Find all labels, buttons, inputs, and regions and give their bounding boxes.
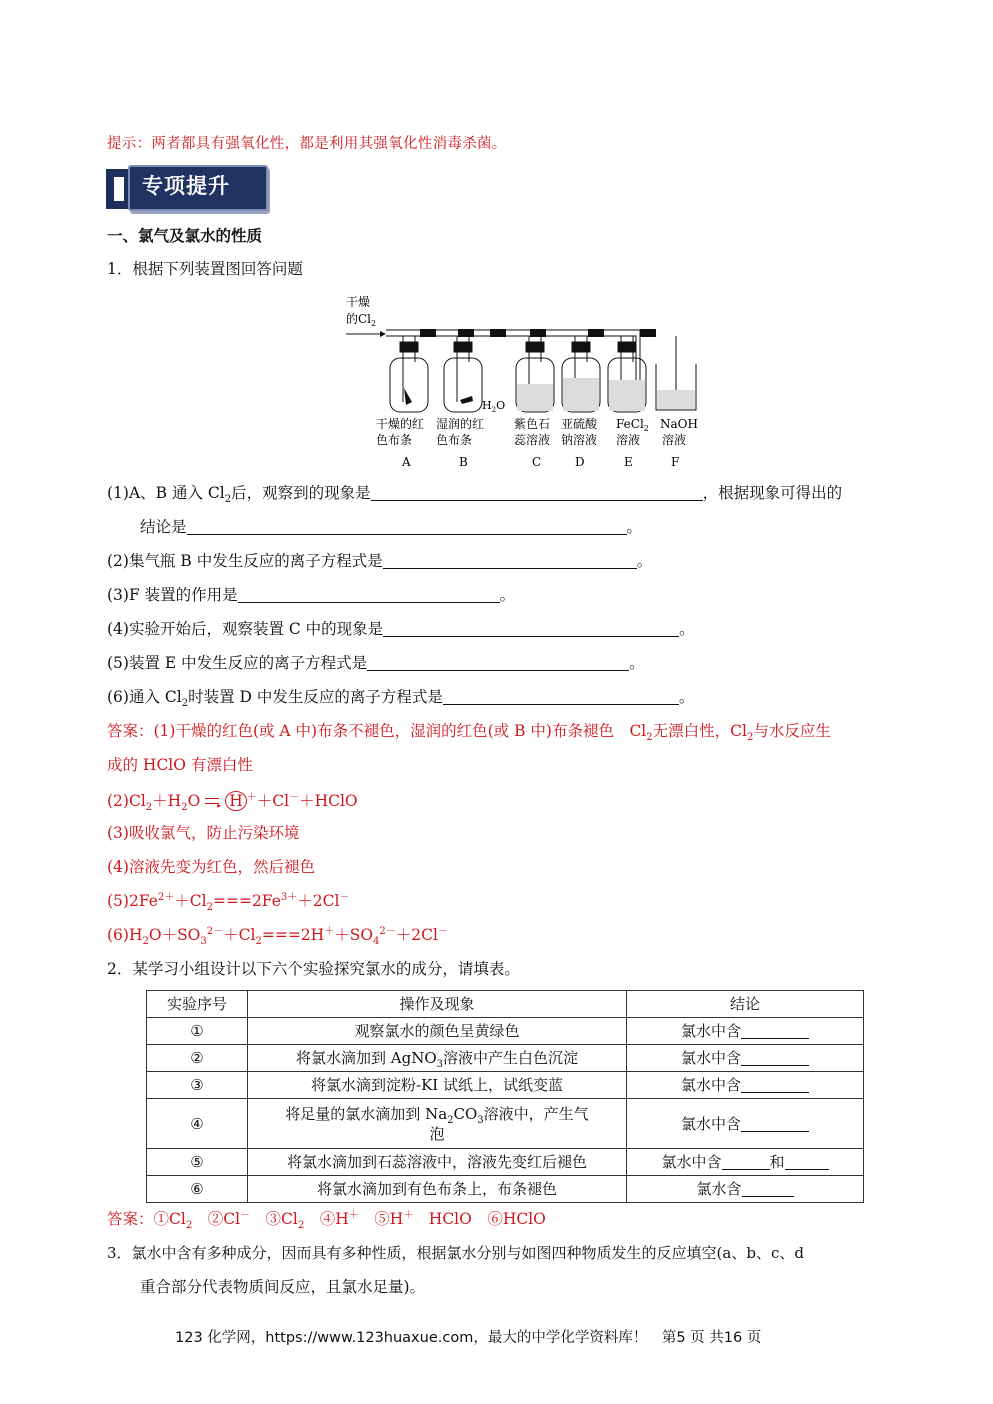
q1-answer-2: $(2)Cl_2+H_2O$ ▸ H ＋＋Cl－＋HClO <box>107 791 358 814</box>
table-row: ② 将氯水滴加到 AgNO$_3$溶液中产生白色沉淀 氯水中含 <box>147 1045 864 1072</box>
label-c-letter: C <box>532 455 542 469</box>
table-row: ⑤ 将氯水滴加到石蕊溶液中，溶液先变红后褪色 氯水中含 和 <box>147 1149 864 1176</box>
section-heading: 一、氯气及氯水的性质 <box>107 227 263 245</box>
label-f-letter: F <box>671 455 680 469</box>
q1-answer-6: $(6)H_2O+SO_3^{2-}+Cl_2===2H^++SO_4^{2-}+2Cl^-$ <box>107 925 448 948</box>
reversible-arrow-icon: ▸ <box>205 796 221 806</box>
section-banner-title: 专项提升 <box>142 174 230 198</box>
label-d-letter: D <box>575 455 585 469</box>
q1-answer-3: (3)吸收氯气，防止污染环境 <box>107 824 300 842</box>
svg-text:H2O: $H_2O$ <box>482 399 506 414</box>
page-footer: 123 化学网，https://www.123huaxue.com，最大的中学化学资料库！ 第5 页 共16 页 <box>175 1330 762 1346</box>
label-c-line1: 紫色石 <box>514 417 551 431</box>
answer-blank-5[interactable] <box>383 620 679 637</box>
hint-text: 提示：两者都具有强氧化性，都是利用其强氧化性消毒杀菌。 <box>107 136 507 152</box>
q1-answer-5: $(5)2Fe^{2+}+Cl_2===2Fe^{3+}+2Cl^-$ <box>107 891 350 914</box>
table-blank-4[interactable] <box>741 1115 809 1132</box>
label-b-line2: 色布条 <box>436 433 473 447</box>
label-e-line1: FeCl <box>616 417 644 431</box>
table-blank-7[interactable] <box>742 1180 794 1197</box>
q1-part3: (3)F 装置的作用是 。 <box>107 586 516 604</box>
label-d-line1: 亚硫酸 <box>561 417 598 431</box>
label-a-line2: 色布条 <box>376 433 413 447</box>
apparatus-diagram <box>340 292 710 472</box>
label-c-line2: 蕊溶液 <box>514 433 551 447</box>
label-b-line1: 湿润的红 <box>436 417 485 431</box>
q1-part4: (4)实验开始后，观察装置 C 中的现象是 。 <box>107 620 695 638</box>
label-b-letter: B <box>459 455 468 469</box>
label-e-letter: E <box>624 455 633 469</box>
table-row: ⑥ 将氯水滴加到有色布条上，布条褪色 氯水含 <box>147 1176 864 1203</box>
table-row: ③ 将氯水滴到淀粉-KI 试纸上，试纸变蓝 氯水中含 <box>147 1072 864 1099</box>
q1-part1-line2: 结论是 。 <box>140 518 643 536</box>
table-blank-2[interactable] <box>741 1049 809 1066</box>
header-no: 实验序号 <box>147 991 248 1018</box>
inlet-label-line1: 干燥 <box>346 295 371 309</box>
q1-answer-1-line2: 成的 HClO 有漂白性 <box>107 756 253 774</box>
table-header-row <box>147 991 864 1018</box>
answer-blank-3[interactable] <box>383 552 637 569</box>
q1-answer-4: (4)溶液先变为红色，然后褪色 <box>107 858 315 876</box>
label-d-line2: 钠溶液 <box>561 433 598 447</box>
svg-text:的Cl2: 的$Cl_2$ <box>346 312 377 328</box>
inlet-label-line2: 的Cl <box>346 312 372 326</box>
label-e-line2: 溶液 <box>616 433 641 447</box>
table-row: ④ 将足量的氯水滴加到 $Na_2CO_3$溶液中，产生气 泡 氯水中含 <box>147 1099 864 1149</box>
experiment-table <box>146 990 864 1203</box>
question-3-line1: 3．氯水中含有多种成分，因而具有多种性质，根据氯水分别与如图四种物质发生的反应填空(a、b、c、d <box>107 1244 804 1262</box>
q1-answer-1-line1: 答案：(1)干燥的红色(或 A 中)布条不褪色，湿润的红色(或 B 中)布条褪色 $Cl_2$无漂白性，$Cl_2$与水反应生 <box>107 722 831 744</box>
q1-part6: (6)通入 $Cl_2$时装置 D 中发生反应的离子方程式是 。 <box>107 688 695 710</box>
label-a-line1: 干燥的红 <box>376 417 425 431</box>
section-banner <box>106 165 266 211</box>
table-row: ① 观察氯水的颜色呈黄绿色 氯水中含 <box>147 1018 864 1045</box>
table-blank-3[interactable] <box>741 1076 809 1093</box>
label-f-line2: 溶液 <box>662 433 687 447</box>
question-1-stem: 1．根据下列装置图回答问题 <box>107 260 303 278</box>
answer-blank-2[interactable] <box>187 518 627 535</box>
q1-part5: (5)装置 E 中发生反应的离子方程式是 。 <box>107 654 645 672</box>
answer-blank-4[interactable] <box>238 586 500 603</box>
question-3-line2: 重合部分代表物质间反应，且氯水足量)。 <box>140 1278 426 1296</box>
label-f-line1: NaOH <box>660 417 698 431</box>
answer-blank-6[interactable] <box>367 654 629 671</box>
header-conclusion: 结论 <box>627 991 864 1018</box>
label-a-letter: A <box>402 455 411 469</box>
table-blank-5[interactable] <box>722 1153 770 1170</box>
table-blank-6[interactable] <box>785 1153 829 1170</box>
header-operation: 操作及现象 <box>248 991 627 1018</box>
q1-part1-line1: (1)A、B 通入 $Cl_2$后，观察到的现象是 ，根据现象可得出的 <box>107 484 843 506</box>
q1-part2: (2)集气瓶 B 中发生反应的离子方程式是 。 <box>107 552 653 570</box>
q2-answer: 答案：$①Cl_2$ ②Cl－ $③Cl_2$ ④H＋ ⑤H＋ HClO ⑥HClO <box>107 1209 546 1232</box>
answer-blank-1[interactable] <box>371 484 703 501</box>
svg-text:FeCl2: FeCl$_2$ <box>616 417 649 433</box>
answer-blank-7[interactable] <box>443 688 679 705</box>
question-2-stem: 2．某学习小组设计以下六个实验探究氯水的成分，请填表。 <box>107 960 520 978</box>
table-blank-1[interactable] <box>741 1022 809 1039</box>
